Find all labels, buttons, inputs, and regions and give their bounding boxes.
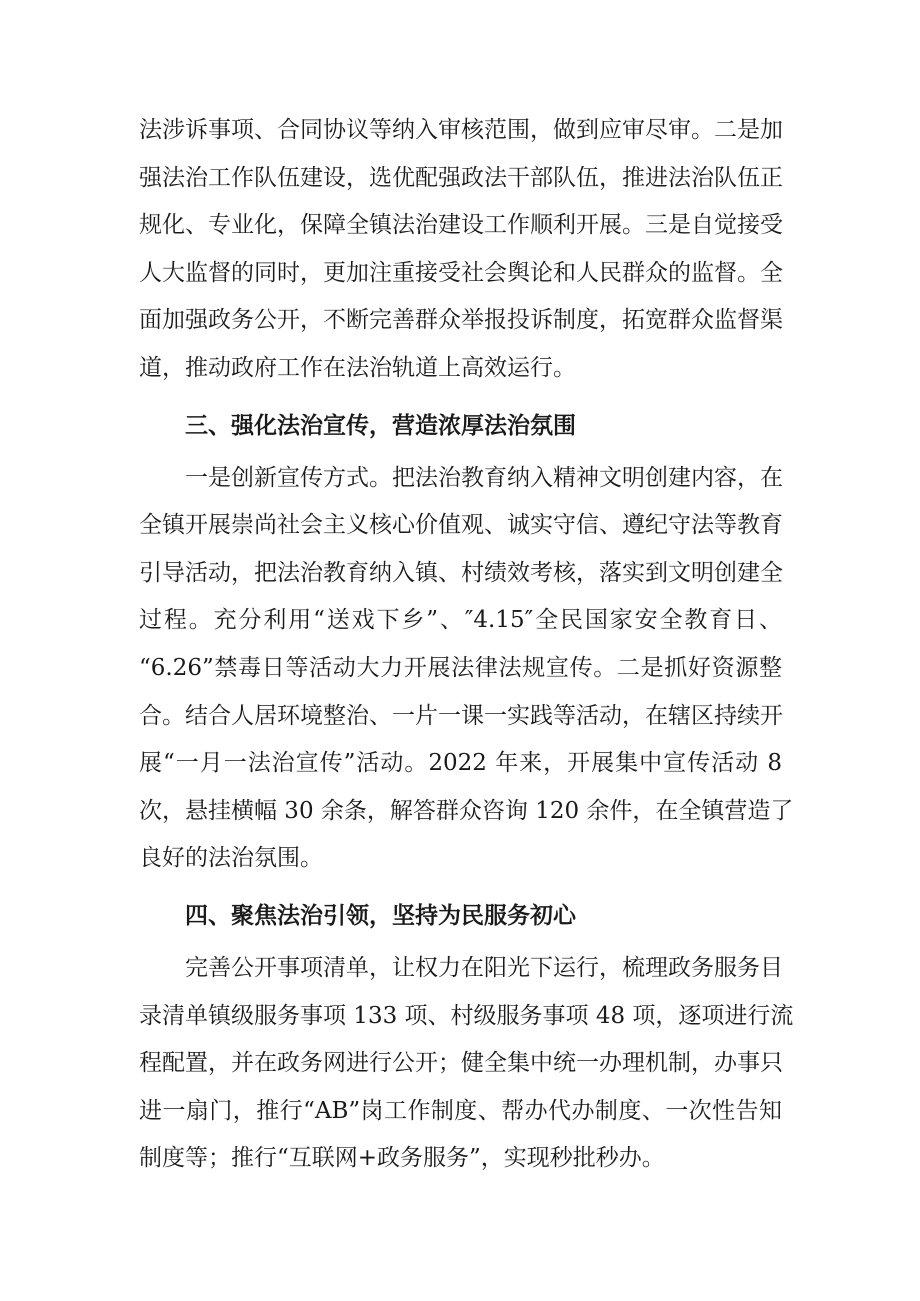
paragraph-line: 面加强政务公开，不断完善群众举报投诉制度，拓宽群众监督渠 [139,307,783,334]
document-body [139,107,794,1183]
paragraph-line: 全镇开展崇尚社会主义核心价值观、诚实守信、遵纪守法等教育 [139,512,783,539]
paragraph-line: 规化、专业化，保障全镇法治建设工作顺利开展。三是自觉接受 [139,212,783,239]
paragraph-line: 制度等；推行“互联网+政务服务”，实现秒批秒办。 [139,1145,665,1172]
paragraph-line: 程配置，并在政务网进行公开；健全集中统一办理机制，办事只 [139,1050,783,1077]
paragraph-line: 人大监督的同时，更加注重接受社会舆论和人民群众的监督。全 [139,259,783,286]
paragraph-public-service [139,945,794,1183]
paragraph-line: 过程。充分利用“送戏下乡”、″4.15″全民国家安全教育日、 [139,607,782,634]
paragraph-line: 良好的法治氛围。 [139,845,323,872]
paragraph-legal-publicity [139,455,794,883]
paragraph-legal-oversight [139,107,782,393]
paragraph-line: 进一扇门，推行“AB”岗工作制度、帮办代办制度、一次性告知 [139,1097,782,1124]
paragraph-line: 引导活动，把法治教育纳入镇、村绩效考核，落实到文明创建全 [139,559,783,586]
section-heading-4: 四、聚焦法治引领，坚持为民服务初心 [185,902,576,929]
paragraph-line: 展“一月一法治宣传”活动。2022 年来，开展集中宣传活动 8 [139,750,782,777]
section-heading-3: 三、强化法治宣传，营造浓厚法治氛围 [185,412,576,439]
paragraph-line: 一是创新宣传方式。把法治教育纳入精神文明创建内容，在 [185,464,783,491]
paragraph-line: 录清单镇级服务事项 133 项、村级服务事项 48 项，逐项进行流 [139,1002,794,1029]
paragraph-line: 次，悬挂横幅 30 余条，解答群众咨询 120 余件，在全镇营造了 [139,797,794,824]
paragraph-line: 强法治工作队伍建设，选优配强政法干部队伍，推进法治队伍正 [139,164,783,191]
paragraph-line: “6.26”禁毒日等活动大力开展法律法规宣传。二是抓好资源整 [139,654,782,681]
paragraph-line: 合。结合人居环境整治、一片一课一实践等活动，在辖区持续开 [139,702,783,729]
paragraph-line: 道，推动政府工作在法治轨道上高效运行。 [139,354,576,381]
paragraph-line: 法涉诉事项、合同协议等纳入审核范围，做到应审尽审。二是加 [139,117,783,143]
paragraph-line: 完善公开事项清单，让权力在阳光下运行，梳理政务服务目 [185,954,783,981]
